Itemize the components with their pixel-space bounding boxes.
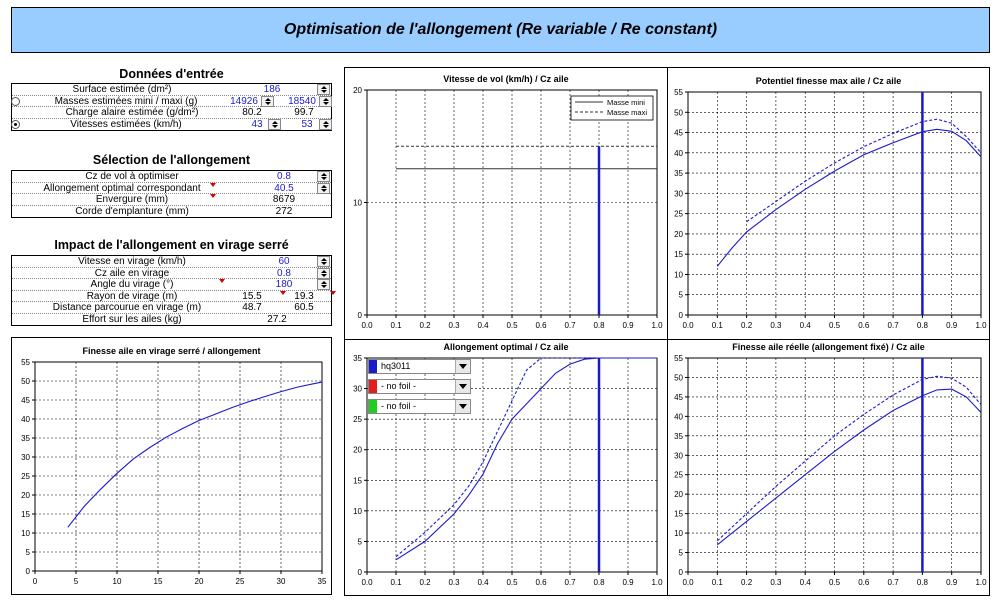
x-tick-label: 0.8 <box>916 578 928 587</box>
y-tick-label: 15 <box>674 250 683 260</box>
x-tick-label: 0.4 <box>477 578 489 587</box>
masse-mini-spinner[interactable] <box>261 96 274 107</box>
page-title: Optimisation de l'allongement (Re variable / Re constant) <box>11 7 990 53</box>
vitesse-virage-value: 60 <box>278 256 290 267</box>
airfoil-select-1[interactable] <box>368 359 471 374</box>
selection-table <box>11 170 332 218</box>
x-tick-label: 0.5 <box>506 321 518 330</box>
x-tick-label: 10 <box>112 577 122 586</box>
comment-marker <box>210 194 216 198</box>
x-tick-label: 1.0 <box>651 578 663 587</box>
rayon-row <box>12 291 331 303</box>
impact-table <box>11 255 332 326</box>
masses-label: Masses estimées mini / maxi (g) <box>54 95 198 107</box>
y-tick-label: 35 <box>353 354 362 363</box>
chart-vitesse <box>345 68 667 339</box>
distance-mini-value: 48.7 <box>242 302 262 313</box>
selection-title: Sélection de l'allongement <box>92 153 251 167</box>
x-tick-label: 0.9 <box>946 578 958 587</box>
surface-spinner[interactable] <box>317 84 330 95</box>
y-tick-label: 5 <box>678 290 683 300</box>
angle-label: Angle du virage (°) <box>90 279 174 290</box>
airfoil-select-2[interactable] <box>368 379 471 394</box>
x-tick-label: 0.8 <box>593 578 605 587</box>
cz-vol-spinner[interactable] <box>317 171 330 182</box>
y-tick-label: 20 <box>353 86 362 95</box>
effort-value: 27.2 <box>267 313 287 325</box>
chart-reelle <box>668 340 989 595</box>
charge-row <box>12 107 331 119</box>
chevron-down-icon[interactable] <box>455 400 470 413</box>
vitesse-mini-spinner[interactable] <box>268 119 281 130</box>
y-tick-label: 35 <box>674 431 683 441</box>
chevron-down-icon[interactable] <box>455 380 470 393</box>
allongement-label: Allongement optimal correspondant <box>43 182 201 194</box>
chart-title: Potentiel finesse max aile / Cz aile <box>755 76 902 86</box>
y-tick-label: 10 <box>21 529 30 538</box>
x-tick-label: 0.1 <box>711 321 723 330</box>
chevron-down-icon[interactable] <box>455 360 470 373</box>
y-tick-label: 20 <box>674 490 683 500</box>
plot-area <box>35 362 322 571</box>
cz-virage-spinner[interactable] <box>317 268 330 279</box>
x-tick-label: 0.0 <box>682 321 694 330</box>
chart-title: Finesse aile réelle (allongement fixé) / Cz aile <box>732 342 925 352</box>
x-tick-label: 0.6 <box>858 321 870 330</box>
y-tick-label: 15 <box>353 476 362 486</box>
x-tick-label: 35 <box>317 577 327 586</box>
chart-vitesse-panel <box>344 67 668 340</box>
x-tick-label: 0.6 <box>535 321 547 330</box>
surface-label: Surface estimée (dm²) <box>72 84 172 95</box>
y-tick-label: 45 <box>674 128 683 138</box>
y-tick-label: 35 <box>674 169 683 179</box>
chart-title: Finesse aile en virage serré / allongement <box>82 346 261 356</box>
chart-title: Allongement optimal / Cz aile <box>443 342 569 352</box>
y-tick-label: 30 <box>21 453 30 462</box>
x-tick-label: 0.6 <box>858 578 870 587</box>
y-tick-label: 25 <box>674 209 683 219</box>
comment-marker <box>330 291 336 295</box>
cz-virage-value: 0.8 <box>277 267 291 279</box>
y-tick-label: 0 <box>678 568 683 577</box>
y-tick-label: 10 <box>674 270 683 280</box>
angle-spinner[interactable] <box>317 279 330 290</box>
x-tick-label: 1.0 <box>975 321 987 330</box>
y-tick-label: 5 <box>357 537 362 547</box>
x-tick-label: 0.5 <box>506 578 518 587</box>
y-tick-label: 0 <box>357 568 362 577</box>
x-tick-label: 0.8 <box>916 321 928 330</box>
rayon-maxi-value: 19.3 <box>294 290 314 302</box>
masse-maxi-value: 18540 <box>288 95 316 107</box>
surface-value: 186 <box>263 84 281 95</box>
y-tick-label: 20 <box>353 445 362 455</box>
y-tick-label: 40 <box>674 148 683 158</box>
comment-marker <box>210 183 216 187</box>
vitesse-virage-label: Vitesse en virage (km/h) <box>78 256 186 267</box>
vitesse-virage-spinner[interactable] <box>317 256 330 267</box>
cz-vol-value: 0.8 <box>277 171 291 182</box>
vitesses-radio[interactable] <box>11 120 20 129</box>
y-tick-label: 35 <box>21 434 30 443</box>
distance-row <box>12 302 331 314</box>
x-tick-label: 0.0 <box>682 578 694 587</box>
y-tick-label: 30 <box>674 189 683 199</box>
chart-allongement-panel <box>344 339 668 596</box>
x-tick-label: 0.4 <box>799 578 811 587</box>
x-tick-label: 1.0 <box>975 578 987 587</box>
x-tick-label: 0.1 <box>711 578 723 587</box>
x-tick-label: 0.4 <box>799 321 811 330</box>
airfoil-swatch-1 <box>369 360 377 373</box>
x-tick-label: 25 <box>235 577 245 586</box>
y-tick-label: 25 <box>21 472 30 481</box>
x-tick-label: 0.4 <box>477 321 489 330</box>
y-tick-label: 10 <box>353 198 362 208</box>
cz-vol-label: Cz de vol à optimiser <box>85 171 179 182</box>
x-tick-label: 0.3 <box>448 321 460 330</box>
x-tick-label: 5 <box>73 577 79 586</box>
y-tick-label: 45 <box>674 392 683 402</box>
masses-row <box>12 96 331 108</box>
legend-label: Masse mini <box>607 98 645 107</box>
donnees-title: Données d'entrée <box>119 67 224 81</box>
vitesses-label: Vitesses estimées (km/h) <box>70 118 182 130</box>
y-tick-label: 5 <box>678 548 683 558</box>
y-tick-label: 50 <box>674 373 683 383</box>
x-tick-label: 0.9 <box>946 321 958 330</box>
charge-label: Charge alaire estimée (g/dm²) <box>65 107 199 118</box>
legend-label: Masse maxi <box>607 108 648 117</box>
allongement-value: 40.5 <box>274 182 294 194</box>
corde-value: 272 <box>275 205 293 217</box>
y-tick-label: 40 <box>674 412 683 422</box>
airfoil-swatch-2 <box>369 380 377 393</box>
y-tick-label: 55 <box>674 354 683 363</box>
cz-virage-label: Cz aile en virage <box>94 267 170 279</box>
corde-row <box>12 206 331 218</box>
vitesse-maxi-value: 53 <box>301 118 313 130</box>
vitesse-maxi-spinner[interactable] <box>319 119 332 130</box>
x-tick-label: 0.2 <box>741 578 753 587</box>
x-tick-label: 0.8 <box>593 321 605 330</box>
y-tick-label: 15 <box>21 510 30 519</box>
masse-mini-value: 14926 <box>230 95 258 107</box>
airfoil-label-3: - no foil - <box>381 401 417 411</box>
effort-row <box>12 314 331 326</box>
x-tick-label: 0.3 <box>770 578 782 587</box>
x-tick-label: 0 <box>32 577 38 586</box>
x-tick-label: 0.0 <box>361 578 373 587</box>
x-tick-label: 0.2 <box>419 321 431 330</box>
airfoil-swatch-3 <box>369 400 377 413</box>
x-tick-label: 0.5 <box>828 321 841 330</box>
chart-virage <box>12 338 331 594</box>
y-tick-label: 10 <box>353 506 362 516</box>
x-tick-label: 0.6 <box>535 578 547 587</box>
y-tick-label: 25 <box>674 470 683 480</box>
distance-label: Distance parcourue en virage (m) <box>52 302 202 313</box>
rayon-mini-value: 15.5 <box>242 290 262 302</box>
allongement-row <box>12 183 331 195</box>
vitesse-virage-row <box>12 256 331 268</box>
envergure-label: Envergure (mm) <box>95 194 169 205</box>
surface-row <box>12 84 331 96</box>
x-tick-label: 0.1 <box>390 578 402 587</box>
chart-potentiel-panel <box>667 67 990 340</box>
y-tick-label: 50 <box>674 108 683 118</box>
x-tick-label: 0.7 <box>564 321 576 330</box>
y-tick-label: 0 <box>678 311 683 320</box>
comment-marker <box>219 279 225 283</box>
y-tick-label: 5 <box>25 548 30 557</box>
x-tick-label: 0.7 <box>887 578 899 587</box>
corde-label: Corde d'emplanture (mm) <box>75 205 189 217</box>
x-tick-label: 0.2 <box>419 578 431 587</box>
allongement-spinner[interactable] <box>317 183 330 194</box>
chart-virage-panel <box>11 337 332 595</box>
chart-potentiel <box>668 68 989 339</box>
envergure-value: 8679 <box>272 194 296 205</box>
effort-label: Effort sur les ailes (kg) <box>82 313 182 325</box>
x-tick-label: 20 <box>194 577 204 586</box>
x-tick-label: 0.5 <box>828 578 841 587</box>
y-tick-label: 45 <box>21 396 30 405</box>
angle-row <box>12 279 331 291</box>
airfoil-label-1: hq3011 <box>381 361 411 371</box>
y-tick-label: 40 <box>21 415 30 424</box>
cz-vol-row <box>12 171 331 183</box>
y-tick-label: 30 <box>353 384 362 394</box>
impact-title: Impact de l'allongement en virage serré <box>54 238 289 252</box>
vitesse-mini-value: 43 <box>251 118 263 130</box>
x-tick-label: 0.0 <box>361 321 373 330</box>
y-tick-label: 20 <box>21 491 30 500</box>
x-tick-label: 0.3 <box>448 578 460 587</box>
y-tick-label: 50 <box>21 377 30 386</box>
rayon-label: Rayon de virage (m) <box>86 290 178 302</box>
y-tick-label: 15 <box>674 509 683 519</box>
x-tick-label: 0.9 <box>622 578 634 587</box>
masses-radio[interactable] <box>11 97 20 106</box>
charge-mini-value: 80.2 <box>242 107 262 118</box>
x-tick-label: 0.3 <box>770 321 782 330</box>
x-tick-label: 0.7 <box>887 321 899 330</box>
angle-value: 180 <box>275 279 293 290</box>
charge-maxi-value: 99.7 <box>294 107 314 118</box>
cz-virage-row <box>12 268 331 280</box>
chart-title: Vitesse de vol (km/h) / Cz aile <box>443 74 569 84</box>
donnees-table <box>11 83 332 131</box>
y-tick-label: 55 <box>21 358 30 367</box>
masse-maxi-spinner[interactable] <box>319 96 332 107</box>
y-tick-label: 20 <box>674 229 683 239</box>
x-tick-label: 0.9 <box>622 321 634 330</box>
y-tick-label: 30 <box>674 451 683 461</box>
airfoil-label-2: - no foil - <box>381 381 417 391</box>
envergure-row <box>12 194 331 206</box>
x-tick-label: 0.1 <box>390 321 402 330</box>
y-tick-label: 0 <box>357 311 362 320</box>
airfoil-select-3[interactable] <box>368 399 471 414</box>
x-tick-label: 1.0 <box>651 321 663 330</box>
chart-reelle-panel <box>667 339 990 596</box>
y-tick-label: 25 <box>353 415 362 425</box>
x-tick-label: 0.2 <box>741 321 753 330</box>
y-tick-label: 10 <box>674 529 683 539</box>
y-tick-label: 55 <box>674 88 683 97</box>
x-tick-label: 30 <box>276 577 286 586</box>
y-tick-label: 0 <box>25 567 30 576</box>
x-tick-label: 15 <box>153 577 163 586</box>
x-tick-label: 0.7 <box>564 578 576 587</box>
distance-maxi-value: 60.5 <box>294 302 314 313</box>
vitesses-row <box>12 119 331 131</box>
